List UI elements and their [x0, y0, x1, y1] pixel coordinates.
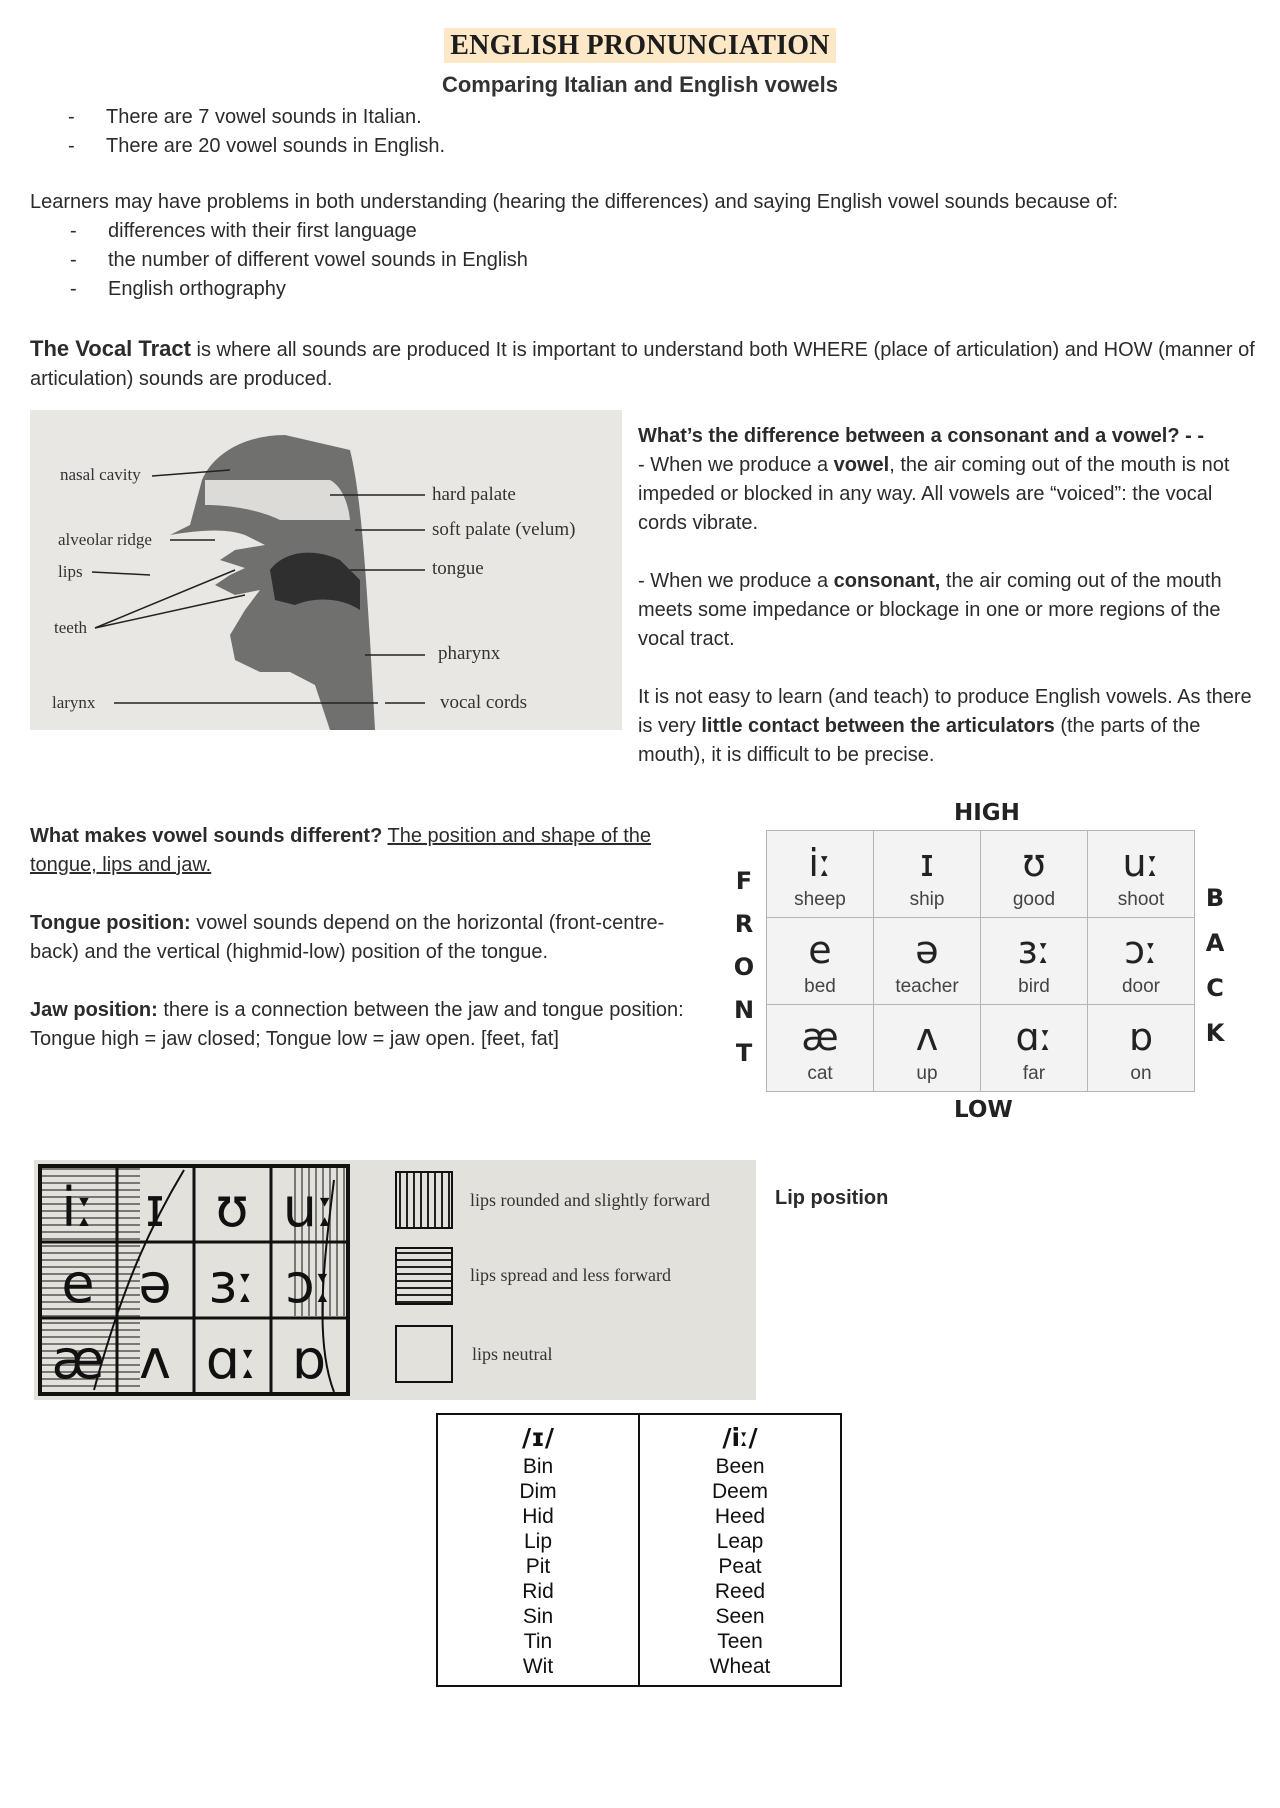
vocal-tract-text: is where all sounds are produced It is important to understand both WHERE (place of articulation) and HOW (manner of articulation) sounds are produced.	[30, 339, 1255, 390]
vowel-row-mid	[767, 918, 1195, 1005]
word-item: Leap	[716, 1530, 764, 1553]
short-vowel-header: /ɪ/	[522, 1423, 554, 1452]
back-letter: B	[1205, 884, 1225, 912]
word-item: Been	[715, 1455, 765, 1478]
vowel-count-list	[28, 103, 1228, 161]
long-vowel-header: /iː/	[722, 1423, 758, 1452]
vowel-cell	[981, 1005, 1088, 1092]
vowel-row-low	[767, 1005, 1195, 1092]
vowel-post: , the air coming out of the mouth is not impeded or blocked in any way. All vowels are “voiced”: the vocal cords vibrate.	[638, 454, 1230, 534]
list-item: - English orthography	[30, 275, 1230, 304]
table-row	[437, 1414, 841, 1686]
vowel-example: good	[1012, 889, 1056, 910]
hard-pre: It is not easy to learn (and teach) to produce English vowels. As there is very	[638, 686, 1252, 737]
legend-neutral-label: lips neutral	[472, 1344, 553, 1364]
back-letter: C	[1206, 974, 1224, 1002]
legend-rounded-label: lips rounded and slightly forward	[470, 1190, 710, 1210]
lip-position-caption: Lip position	[775, 1187, 889, 1209]
vowel-example: sheep	[794, 889, 846, 910]
legend-rounded-swatch	[396, 1172, 452, 1228]
word-item: Dim	[519, 1480, 557, 1503]
what-makes-block	[30, 822, 690, 1054]
word-item: Peat	[718, 1555, 762, 1578]
vowel-symbol: æ	[801, 1015, 839, 1059]
lip-symbol: ə	[138, 1252, 172, 1315]
vowel-symbol: ɒ	[1128, 1015, 1154, 1059]
hard-post: (the parts of the mouth), it is difficult to be precise.	[638, 715, 1201, 766]
lip-symbol: ɪ	[144, 1176, 166, 1239]
vowel-example: bed	[804, 976, 836, 997]
lip-symbol: iː	[61, 1176, 95, 1239]
problems-list	[30, 217, 1230, 304]
what-makes-question: What makes vowel sounds different?	[30, 825, 383, 847]
label-pharynx: pharynx	[438, 643, 501, 664]
lip-symbol: e	[61, 1252, 95, 1315]
vowel-example: far	[1022, 1063, 1046, 1084]
vowel-symbol: ʌ	[915, 1015, 939, 1059]
word-item: Deem	[711, 1480, 769, 1503]
word-item: Pit	[525, 1555, 551, 1578]
chart-low-label: LOW	[954, 1097, 1013, 1123]
tongue-text: vowel sounds depend on the horizontal (front-centre-back) and the vertical (highmid-low) position of the tongue.	[30, 912, 665, 963]
vowel-example: bird	[1018, 976, 1050, 997]
front-letter: T	[735, 1039, 753, 1067]
front-letter: F	[735, 867, 753, 895]
list-item: - differences with their first language	[30, 217, 1230, 246]
vowel-cell	[1088, 1005, 1195, 1092]
vowel-pre: - When we produce a	[638, 454, 834, 476]
front-letter: N	[733, 996, 755, 1024]
label-alveolar-ridge: alveolar ridge	[58, 530, 152, 549]
label-hard-palate: hard palate	[432, 484, 516, 505]
vowel-example: shoot	[1117, 889, 1165, 910]
word-item: Rid	[522, 1580, 554, 1603]
difference-question: What’s the difference between a consonant and a vowel? - -	[638, 425, 1205, 447]
vowel-cell	[874, 918, 981, 1005]
word-item: Sin	[522, 1605, 554, 1628]
label-nasal-cavity: nasal cavity	[60, 465, 141, 484]
vocal-tract-heading: The Vocal Tract	[30, 336, 191, 361]
tongue-label: Tongue position:	[30, 912, 191, 934]
vowel-cell	[767, 1005, 874, 1092]
vowel-symbol: uː	[1122, 841, 1160, 885]
word-item: Wheat	[709, 1655, 771, 1678]
lip-symbol: uː	[282, 1176, 336, 1239]
label-lips: lips	[58, 562, 83, 581]
vowel-cell	[1088, 831, 1195, 918]
vowel-cell	[767, 918, 874, 1005]
word-item: Hid	[522, 1505, 554, 1528]
label-tongue: tongue	[432, 558, 484, 579]
label-soft-palate: soft palate (velum)	[432, 519, 576, 540]
word-item: Reed	[714, 1580, 766, 1603]
vowel-symbol: ʊ	[1022, 841, 1046, 885]
vowel-cell	[874, 831, 981, 918]
page-title-wrap	[0, 30, 1280, 62]
vowel-cell	[874, 1005, 981, 1092]
label-larynx: larynx	[52, 693, 96, 712]
cons-pre: - When we produce a	[638, 570, 834, 592]
word-item: Tin	[523, 1630, 553, 1653]
word-item: Lip	[523, 1530, 553, 1553]
difficulty-explanation	[638, 683, 1258, 770]
chart-back-label	[1200, 876, 1230, 1056]
lip-symbol: æ	[51, 1328, 105, 1391]
list-item: - There are 20 vowel sounds in English.	[28, 132, 1228, 161]
legend-spread-label: lips spread and less forward	[470, 1265, 671, 1285]
chart-high-label: HIGH	[954, 800, 1020, 826]
lip-symbol: ʌ	[139, 1328, 171, 1391]
label-teeth: teeth	[54, 618, 88, 637]
long-vowel-column	[639, 1414, 841, 1686]
front-letter: R	[734, 910, 754, 938]
chart-front-label	[733, 860, 755, 1075]
word-item: Wit	[522, 1655, 554, 1678]
jaw-label: Jaw position:	[30, 999, 158, 1021]
vowel-cell	[767, 831, 874, 918]
vowel-symbol: ɔː	[1124, 928, 1158, 972]
legend-neutral-swatch	[396, 1326, 452, 1382]
cons-post: the air coming out of the mouth meets some impedance or blockage in one or more regions of the vocal tract.	[638, 570, 1222, 650]
page-subtitle: Comparing Italian and English vowels	[441, 72, 839, 97]
vowel-word: vowel	[833, 454, 890, 476]
cons-word: consonant,	[833, 570, 941, 592]
back-letter: K	[1205, 1019, 1225, 1047]
hard-bold: little contact between the articulators	[701, 715, 1055, 737]
list-item: - There are 7 vowel sounds in Italian.	[28, 103, 1228, 132]
vowel-example: up	[916, 1063, 938, 1084]
word-item: Bin	[522, 1455, 554, 1478]
page-title: ENGLISH PRONUNCIATION	[444, 28, 835, 63]
jaw-text: there is a connection between the jaw and tongue position: Tongue high = jaw closed; Tongue low = jaw open. [feet, fat]	[30, 999, 684, 1050]
vowel-cell	[981, 831, 1088, 918]
what-makes-line	[30, 822, 690, 880]
word-item: Seen	[715, 1605, 765, 1628]
vowel-example: on	[1130, 1063, 1152, 1084]
lip-symbol: ɜː	[208, 1252, 256, 1315]
vowel-example: cat	[807, 1063, 833, 1084]
vowel-symbol: ɪ	[919, 841, 935, 885]
what-makes-answer: The position and shape of the tongue, lips and jaw.	[30, 825, 652, 876]
vowel-symbol: ɑː	[1015, 1015, 1053, 1059]
lip-position-figure	[34, 1160, 756, 1400]
vowel-symbol: iː	[808, 841, 832, 885]
consonant-explanation	[638, 567, 1258, 654]
tongue-position	[30, 909, 690, 967]
front-letter: O	[733, 953, 755, 981]
lip-symbol: ɑː	[205, 1328, 259, 1391]
back-letter: A	[1205, 929, 1225, 957]
list-item: - the number of different vowel sounds in English	[30, 246, 1230, 275]
vowel-cell	[981, 918, 1088, 1005]
jaw-position	[30, 996, 690, 1054]
legend-spread-swatch	[396, 1248, 452, 1304]
vocal-tract-diagram	[30, 410, 622, 730]
lip-symbol: ɒ	[291, 1328, 327, 1391]
vowel-row-high	[767, 831, 1195, 918]
vowel-symbol: e	[808, 928, 832, 972]
vocal-tract-paragraph	[30, 334, 1260, 394]
vowel-example: door	[1121, 976, 1161, 997]
minimal-pairs-table	[436, 1413, 842, 1687]
problems-lead: Learners may have problems in both understanding (hearing the differences) and saying English vowel sounds because of:	[30, 191, 1119, 213]
label-vocal-cords: vocal cords	[440, 692, 528, 713]
vowel-chart	[766, 830, 1195, 1092]
vowel-symbol: ɜː	[1017, 928, 1051, 972]
vowel-cell	[1088, 918, 1195, 1005]
word-item: Teen	[717, 1630, 763, 1653]
difference-block	[638, 422, 1258, 770]
word-item: Heed	[714, 1505, 766, 1528]
short-vowel-column	[437, 1414, 639, 1686]
vowel-explanation	[638, 451, 1258, 538]
vowel-example: ship	[909, 889, 945, 910]
lip-symbol: ɔː	[285, 1252, 333, 1315]
vowel-example: teacher	[895, 976, 959, 997]
lip-symbol: ʊ	[215, 1176, 249, 1239]
vowel-symbol: ə	[915, 928, 939, 972]
